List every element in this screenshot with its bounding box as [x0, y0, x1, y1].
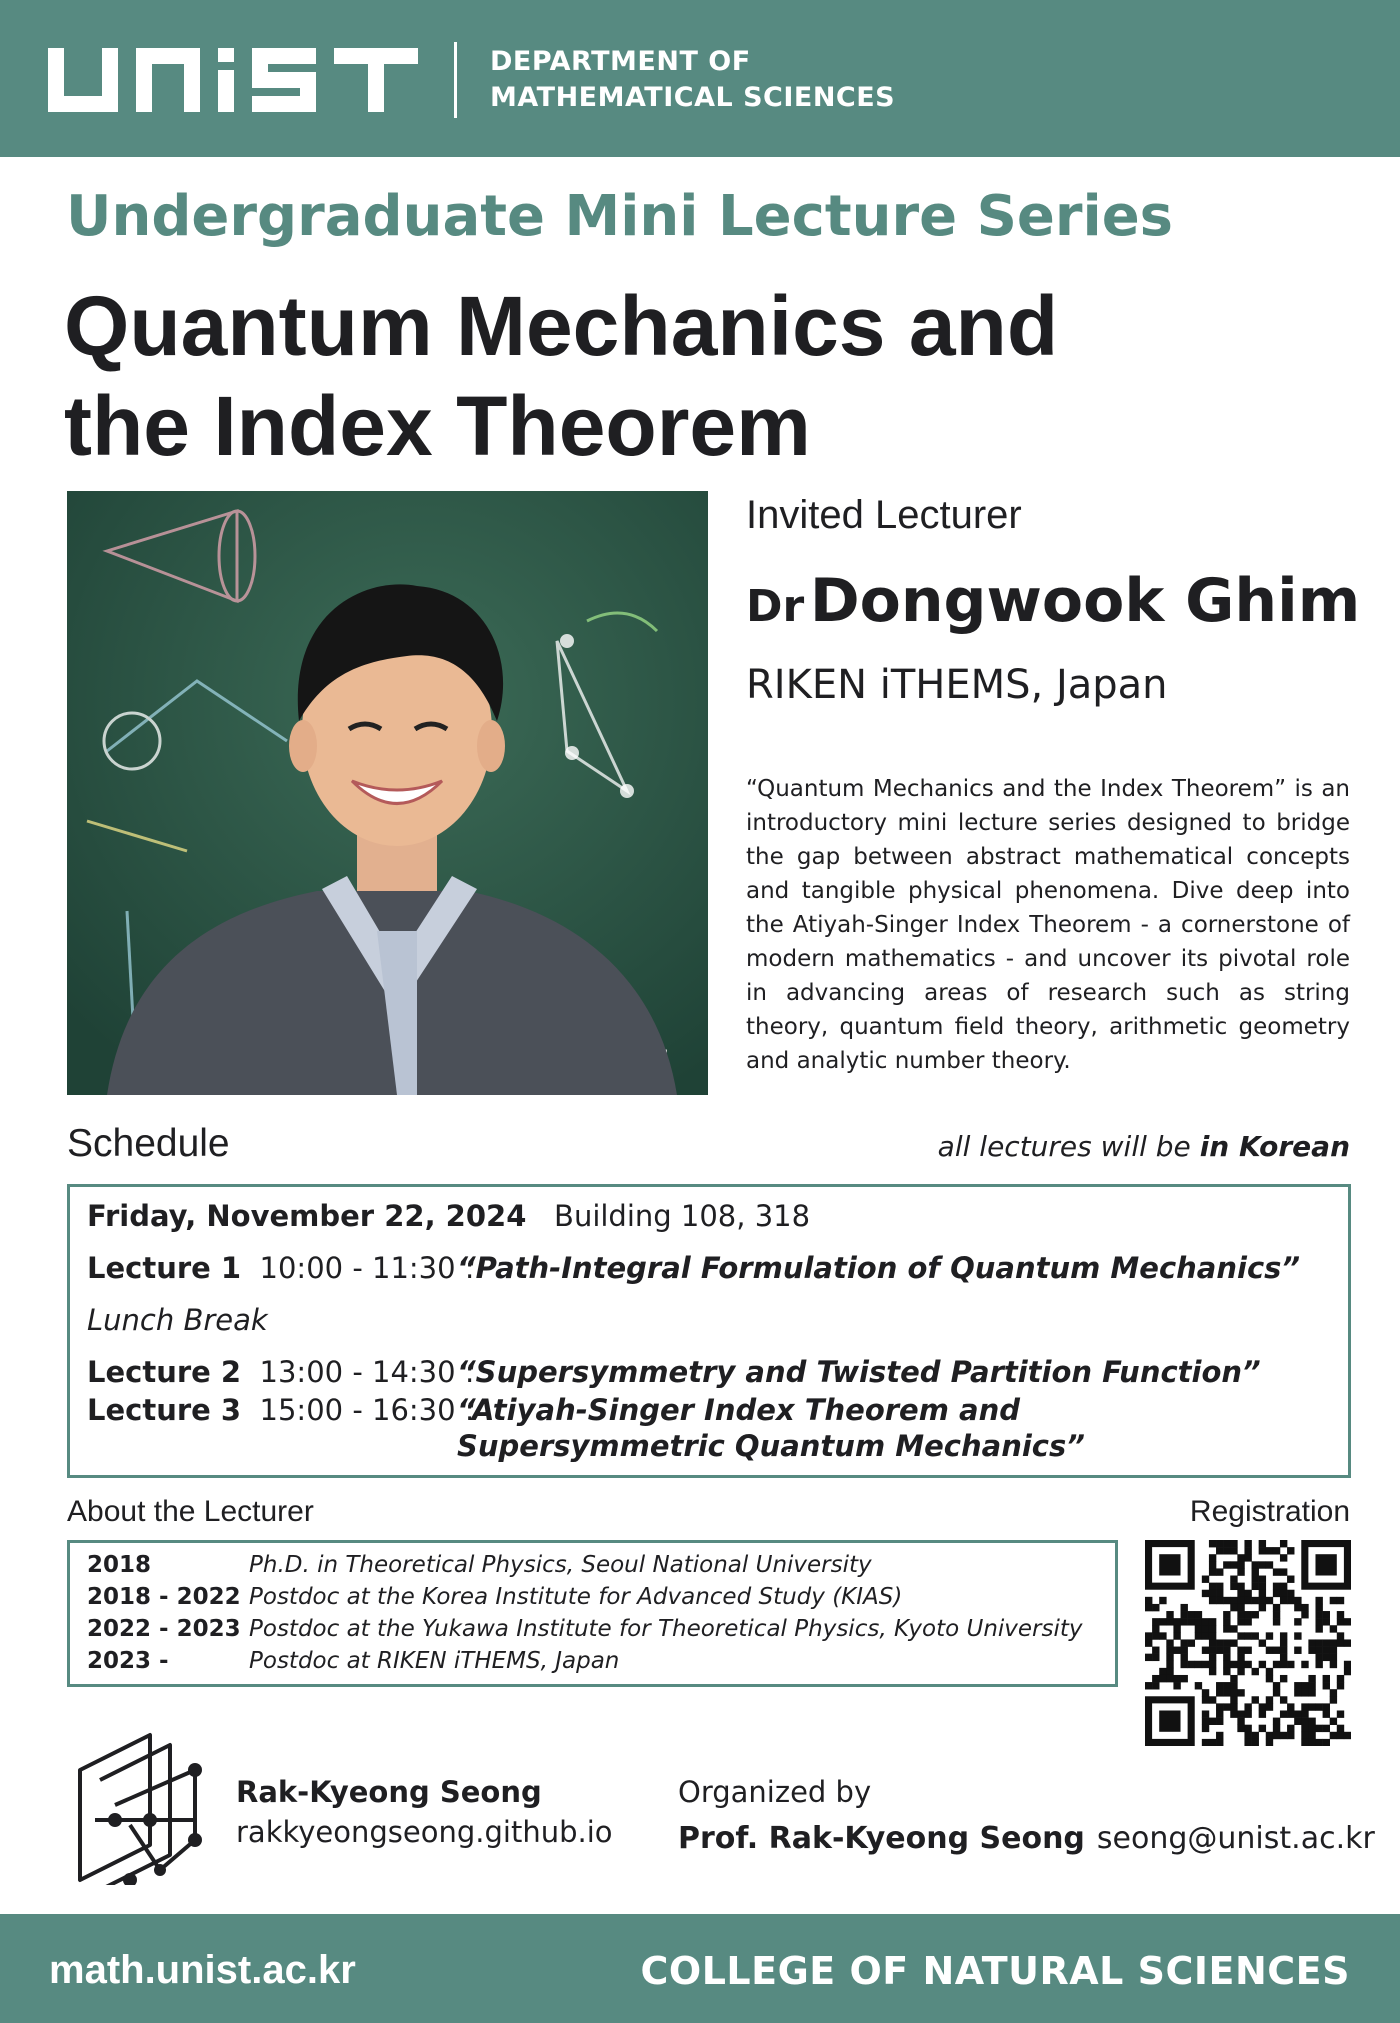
about-entry-desc: Postdoc at the Yukawa Institute for Theoretical Physics, Kyoto University [249, 1616, 1083, 1642]
language-note [938, 1127, 1350, 1167]
organizer-email-link[interactable]: seong@unist.ac.kr [1096, 1821, 1375, 1856]
lecture-1-title: “Path-Integral Formulation of Quantum Mechanics” [457, 1251, 1301, 1285]
lecture-1-label: Lecture 1 [87, 1251, 242, 1285]
about-entry [87, 1549, 872, 1581]
unist-logo [48, 48, 418, 112]
lecturer-name [746, 566, 1360, 636]
event-title-line-2: the Index Theorem [64, 379, 811, 473]
about-entry [87, 1645, 619, 1677]
lecture-3-time: 15:00 - 16:30 : [259, 1393, 475, 1427]
header-bar [0, 0, 1400, 157]
organizer-website-link[interactable]: rakkyeongseong.github.io [236, 1815, 613, 1849]
lecture-3-label: Lecture 3 [87, 1393, 242, 1427]
lecture-row-3 [87, 1391, 1020, 1429]
registration-heading: Registration [1189, 1495, 1350, 1528]
lecture-3-title-line-2: Supersymmetric Quantum Mechanics” [457, 1429, 1085, 1463]
qr-finder-pattern [1159, 1710, 1180, 1731]
lecture-2-label: Lecture 2 [87, 1355, 242, 1389]
organizer-contact [678, 1820, 1375, 1858]
department-line-2: MATHEMATICAL SCIENCES [490, 82, 896, 113]
qr-finder-pattern [1315, 1554, 1336, 1575]
registration-qr-code[interactable] [1145, 1540, 1351, 1746]
footer-site-link[interactable]: math.unist.ac.kr [49, 1948, 356, 1992]
about-entry [87, 1613, 1083, 1645]
language-note-prefix: all lectures will be [937, 1130, 1200, 1163]
about-entry-desc: Ph.D. in Theoretical Physics, Seoul National University [249, 1552, 872, 1578]
lecturer-photo-illustration [67, 491, 708, 1095]
about-entry-year: 2018 [87, 1552, 152, 1578]
lecture-row-1 [87, 1249, 1301, 1287]
lecturer-full-name: Dongwook Ghim [809, 566, 1361, 636]
about-entry-desc: Postdoc at RIKEN iTHEMS, Japan [249, 1648, 620, 1674]
lecture-1-time: 10:00 - 11:30 : [259, 1251, 475, 1285]
organized-by-heading: Organized by [678, 1775, 872, 1809]
qr-finder-pattern [1159, 1554, 1180, 1575]
language-note-bold: in Korean [1199, 1130, 1350, 1163]
about-entry-year: 2023 - [87, 1648, 169, 1674]
lecturer-photo [67, 491, 708, 1095]
schedule-date: Friday, November 22, 2024 [87, 1199, 527, 1233]
lecturer-affiliation: RIKEN iTHEMS, Japan [746, 662, 1168, 708]
footer-college-name: COLLEGE OF NATURAL SCIENCES [640, 1949, 1350, 1993]
department-name [490, 44, 895, 116]
about-entry-year: 2018 - 2022 [87, 1584, 241, 1610]
lunch-break: Lunch Break [87, 1303, 268, 1337]
event-title [64, 276, 1064, 476]
lecture-row-2 [87, 1353, 1261, 1391]
department-line-1: DEPARTMENT OF [490, 46, 751, 77]
series-title: Undergraduate Mini Lecture Series [66, 184, 1174, 249]
about-entry [87, 1581, 902, 1613]
organizer-logo-name: Rak-Kyeong Seong [236, 1775, 542, 1809]
lecturer-prefix: Dr [746, 581, 805, 632]
lecture-2-time: 13:00 - 14:30 : [259, 1355, 475, 1389]
schedule-venue: Building 108, 318 [554, 1199, 811, 1233]
about-heading: About the Lecturer [67, 1495, 314, 1528]
lecture-2-title: “Supersymmetry and Twisted Partition Function” [457, 1355, 1261, 1389]
logo-divider [454, 42, 457, 118]
footer-bar [0, 1914, 1400, 2023]
about-entry-year: 2022 - 2023 [87, 1616, 241, 1642]
organizer-name: Prof. Rak-Kyeong Seong [678, 1821, 1085, 1856]
schedule-heading: Schedule [67, 1122, 230, 1165]
event-title-line-1: Quantum Mechanics and [64, 279, 1059, 373]
schedule-date-row [87, 1197, 810, 1235]
lecture-3-title-line-1: “Atiyah-Singer Index Theorem and [457, 1393, 1020, 1427]
about-box [67, 1540, 1118, 1687]
lecture-abstract: “Quantum Mechanics and the Index Theorem” is an introductory mini lecture series designed to bridge the gap between abstract mathematical concepts and tangible physical phenomena. Dive deep into the Atiyah-Singer Index Theorem - a cornerstone of modern mathematics - and uncover its pivotal role in advancing areas of research such as string theory, quantum field theory, arithmetic geometry and analytic number theory. [746, 776, 1350, 1074]
about-entry-desc: Postdoc at the Korea Institute for Advanced Study (KIAS) [249, 1584, 903, 1610]
schedule-box [67, 1184, 1351, 1478]
organizer-logo-icon [75, 1730, 205, 1885]
invited-lecturer-label: Invited Lecturer [746, 493, 1022, 537]
